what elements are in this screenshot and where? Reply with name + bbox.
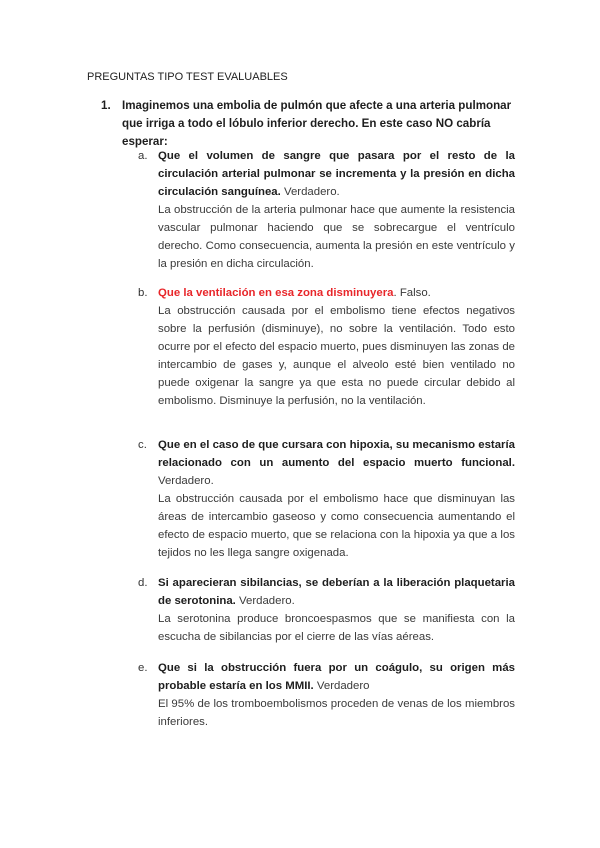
option-b [138, 284, 515, 410]
option-letter: a. [138, 150, 148, 162]
option-verdict: Verdadero. [158, 475, 214, 487]
option-a [138, 147, 515, 273]
option-stem: Que en el caso de que cursara con hipoxia, su mecanismo estaría relacionado con un aumento del espacio muerto funcional. [158, 439, 515, 469]
option-c [138, 436, 515, 562]
option-explanation: La serotonina produce broncoespasmos que se manifiesta con la escucha de sibilancias por el cierre de las vías aéreas. [158, 613, 515, 643]
option-stem: Que el volumen de sangre que pasara por el resto de la circulación arterial pulmonar se incrementa y la presión en dicha circulación sanguínea. [158, 150, 515, 198]
option-letter: e. [138, 662, 148, 674]
option-explanation: La obstrucción causada por el embolismo hace que disminuyan las áreas de intercambio gaseoso y como consecuencia aumentando el efecto de espacio muerto, que se relaciona con la hipoxia ya que a los tejidos no les llega sangre oxigenada. [158, 493, 515, 559]
option-letter: c. [138, 439, 147, 451]
option-d [138, 574, 515, 646]
option-explanation: La obstrucción de la arteria pulmonar hace que aumente la resistencia vascular pulmonar haciendo que se sobrecargue el ventrículo derecho. Como consecuencia, aumenta la presión en este ventrículo y la presión en dicha circulación. [158, 204, 515, 270]
question-1 [101, 97, 515, 151]
option-verdict: Verdadero. [283, 186, 340, 198]
option-letter: d. [138, 577, 148, 589]
question-number: 1. [101, 99, 111, 112]
option-stem: Que la ventilación en esa zona disminuyera [158, 287, 394, 299]
option-stem: Si aparecieran sibilancias, se deberían a la liberación plaquetaria de serotonina. [158, 577, 515, 607]
option-letter: b. [138, 287, 148, 299]
document-header: PREGUNTAS TIPO TEST EVALUABLES [87, 71, 288, 83]
option-verdict: Verdadero. [239, 595, 295, 607]
option-explanation: El 95% de los tromboembolismos proceden de venas de los miembros inferiores. [158, 698, 515, 728]
question-text: Imaginemos una embolia de pulmón que afecte a una arteria pulmonar que irriga a todo el lóbulo inferior derecho. En este caso NO cabría esperar: [122, 99, 512, 148]
option-verdict: Verdadero [316, 680, 370, 692]
option-e [138, 659, 515, 731]
option-stem: Que si la obstrucción fuera por un coágulo, su origen más probable estaría en los MMII. [158, 662, 515, 692]
option-verdict: . Falso. [393, 287, 431, 299]
option-explanation: La obstrucción causada por el embolismo tiene efectos negativos sobre la perfusión (disminuye), no sobre la ventilación. Todo esto ocurre por el efecto del espacio muerto, pues disminuyen las zonas de intercambio de gases y, aunque el alveolo esté bien ventilado no puede oxigenar la sangre ya que esta no puede circular debido al embolismo. Disminuye la perfusión, no la ventilación. [158, 305, 515, 407]
